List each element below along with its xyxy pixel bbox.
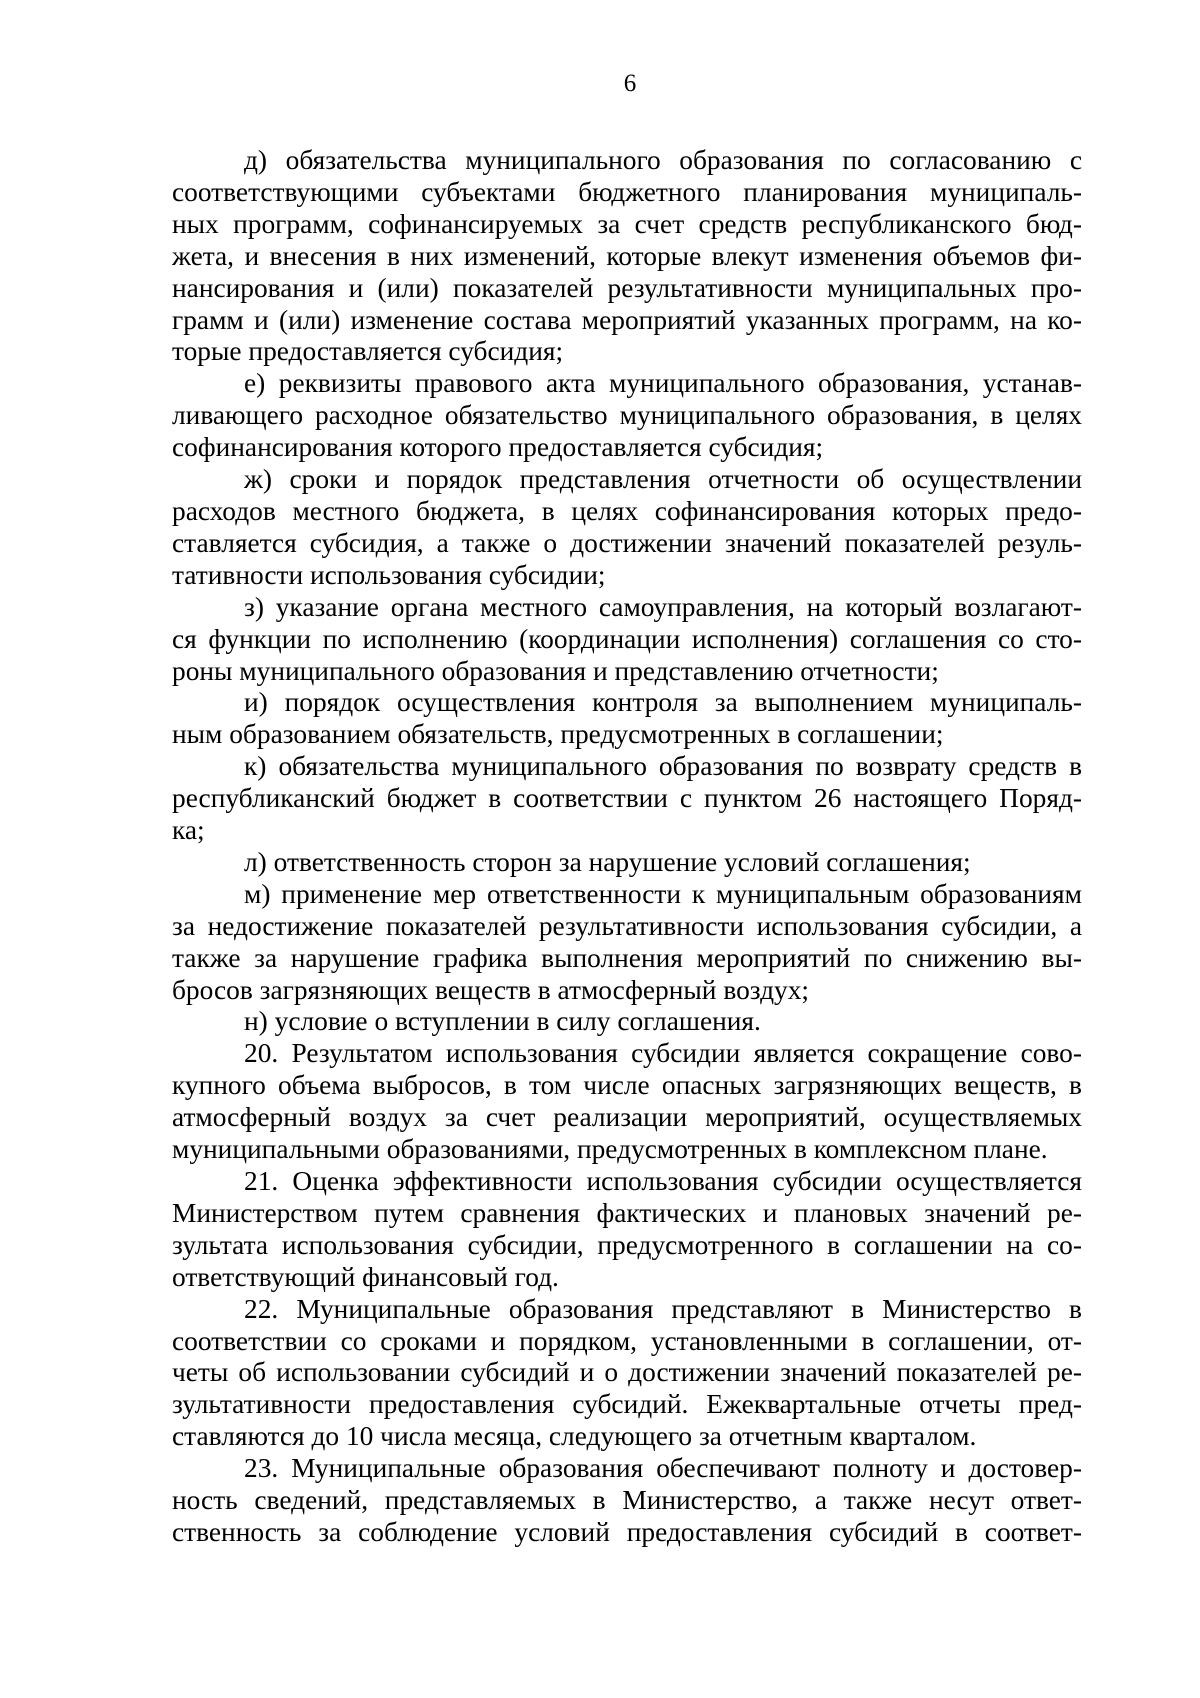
text-line: за недостижение показателей результативности использования субсидии, а	[172, 910, 1082, 941]
text-line: ставляются до 10 числа месяца, следующего за отчетным кварталом.	[172, 1421, 977, 1452]
text-line: республиканский бюджет в соответствии с пунктом 26 настоящего Поряд-	[172, 783, 1082, 814]
text-line: ся функции по исполнению (координации исполнения) соглашения со сто-	[172, 623, 1082, 654]
text-line: и) порядок осуществления контроля за выполнением муниципаль-	[244, 687, 1082, 718]
text-line: расходов местного бюджета, в целях софинансирования которых предо-	[172, 495, 1082, 526]
document-body	[172, 145, 1082, 1549]
text-line: зультата использования субсидии, предусмотренного в соглашении на со-	[172, 1229, 1082, 1260]
text-line: 23. Муниципальные образования обеспечивают полноту и достовер-	[244, 1453, 1082, 1484]
text-line: софинансирования которого предоставляется субсидия;	[172, 432, 824, 463]
text-line: ставляется субсидия, а также о достижении значений показателей резуль-	[172, 527, 1082, 558]
text-line: также за нарушение графика выполнения мероприятий по снижению вы-	[172, 942, 1082, 973]
text-line: л) ответственность сторон за нарушение условий соглашения;	[244, 846, 971, 877]
text-line: зультативности предоставления субсидий. Ежеквартальные отчеты пред-	[172, 1389, 1082, 1420]
paragraph-n	[172, 1006, 1082, 1038]
text-line: нансирования и (или) показателей результативности муниципальных про-	[172, 272, 1082, 303]
paragraph-zh	[172, 464, 1082, 592]
text-line: ж) сроки и порядок представления отчетности об осуществлении	[244, 464, 1082, 495]
paragraph-i	[172, 687, 1082, 751]
text-line: соответствующими субъектами бюджетного планирования муниципаль-	[172, 176, 1082, 207]
text-line: ственность за соблюдение условий предоставления субсидий в соответ-	[172, 1516, 1082, 1547]
text-line: роны муниципального образования и представлению отчетности;	[172, 655, 939, 686]
text-line: д) обязательства муниципального образования по согласованию с	[244, 145, 1082, 175]
text-line: к) обязательства муниципального образования по возврату средств в	[244, 751, 1082, 782]
paragraph-k	[172, 751, 1082, 847]
text-line: е) реквизиты правового акта муниципального образования, устанав-	[244, 368, 1082, 399]
page-number: 6	[623, 70, 637, 97]
paragraph-d	[172, 145, 1082, 368]
text-line: бросов загрязняющих веществ в атмосферный воздух;	[172, 974, 810, 1005]
paragraph-m	[172, 879, 1082, 1007]
paragraph-z	[172, 592, 1082, 688]
text-line: з) указание органа местного самоуправления, на который возлагают-	[244, 591, 1082, 622]
paragraph-p23	[172, 1453, 1082, 1549]
text-line: н) условие о вступлении в силу соглашения.	[244, 1006, 761, 1037]
text-line: грамм и (или) изменение состава мероприятий указанных программ, на ко-	[172, 304, 1082, 335]
paragraph-p20	[172, 1038, 1082, 1166]
text-line: 22. Муниципальные образования представляют в Министерство в	[244, 1293, 1082, 1324]
text-line: ка;	[172, 815, 205, 846]
text-line: тативности использования субсидии;	[172, 559, 606, 590]
text-line: купного объема выбросов, в том числе опасных загрязняющих веществ, в	[172, 1070, 1082, 1101]
text-line: жета, и внесения в них изменений, которые влекут изменения объемов фи-	[172, 240, 1082, 271]
paragraph-e	[172, 368, 1082, 464]
text-line: 20. Результатом использования субсидии является сокращение сово-	[244, 1038, 1082, 1069]
paragraph-p21	[172, 1166, 1082, 1294]
text-line: атмосферный воздух за счет реализации мероприятий, осуществляемых	[172, 1102, 1082, 1133]
text-line: четы об использовании субсидий и о достижении значений показателей ре-	[172, 1357, 1082, 1388]
text-line: ных программ, софинансируемых за счет средств республиканского бюд-	[172, 208, 1082, 239]
text-line: муниципальными образованиями, предусмотренных в комплексном плане.	[172, 1134, 1048, 1165]
text-line: торые предоставляется субсидия;	[172, 336, 564, 367]
text-line: ным образованием обязательств, предусмотренных в соглашении;	[172, 719, 944, 750]
text-line: соответствии со сроками и порядком, установленными в соглашении, от-	[172, 1325, 1082, 1356]
text-line: м) применение мер ответственности к муниципальным образованиям	[244, 878, 1082, 909]
paragraph-l	[172, 847, 1082, 879]
text-line: ность сведений, представляемых в Министерство, а также несут ответ-	[172, 1485, 1082, 1516]
paragraph-p22	[172, 1294, 1082, 1454]
text-line: ответствующий финансовый год.	[172, 1261, 559, 1292]
text-line: Министерством путем сравнения фактических и плановых значений ре-	[172, 1197, 1082, 1228]
text-line: ливающего расходное обязательство муниципального образования, в целях	[172, 400, 1082, 431]
text-line: 21. Оценка эффективности использования субсидии осуществляется	[244, 1166, 1082, 1196]
